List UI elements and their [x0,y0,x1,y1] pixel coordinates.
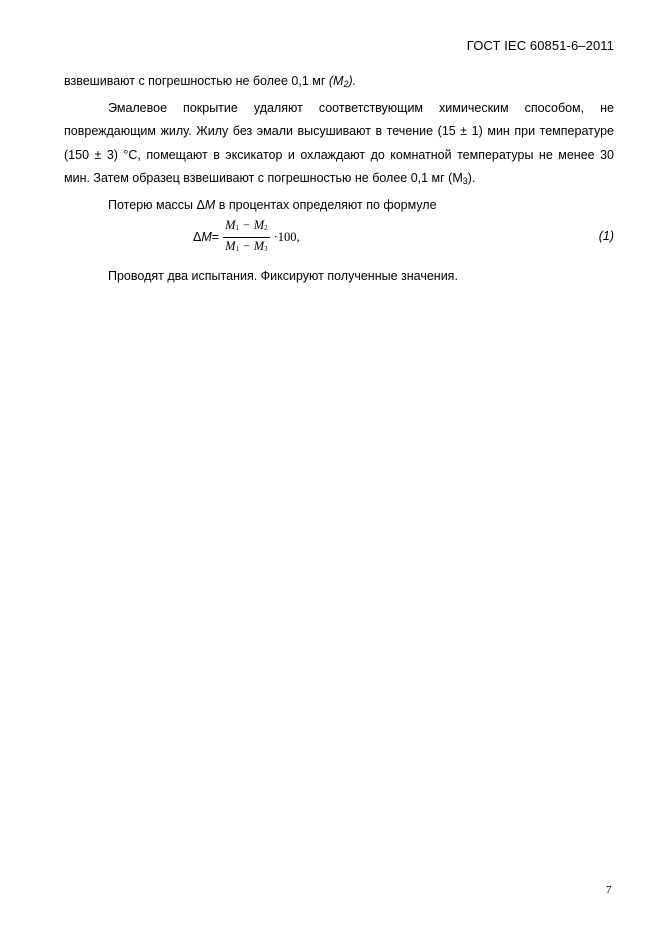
paragraph-4: Проводят два испытания. Фиксируют полученные значения. [108,269,458,283]
mass-m2: $(M_2)$. [328,74,357,89]
paragraph-2: Эмалевое покрытие удаляют соответствующим химическим способом, не повреждающим жилу. Жилу без эмали высушивают в течение (15 ± 1) мин при температуре (150 ± 3) °С, помещают в эксикатор и охлаждают до комнатной температуры не менее 30 мин. Затем образец взвешивают с погрешностью не более 0,1 мг $(M_3)$. [64,100,614,186]
formula-multiplier: ·100, [273,229,300,244]
formula-lhs: ΔM= [193,229,220,244]
paragraph-3: Потерю массы ΔM в процентах определяют по формуле [108,197,437,212]
formula-denominator: M1 − M3 [225,239,268,253]
paragraph-1: взвешивают с погрешностью не более 0,1 мг $(M_2)$. [64,74,357,89]
document-body [64,70,614,289]
mass-loss-formula [193,217,300,258]
document-header: ГОСТ IEC 60851-6–2011 [466,38,614,53]
page-number: 7 [606,884,612,896]
formula-fraction [223,217,270,258]
formula-numerator: M1 − M2 [225,218,268,232]
formula-row [64,215,614,257]
equation-number: (1) [598,229,614,243]
